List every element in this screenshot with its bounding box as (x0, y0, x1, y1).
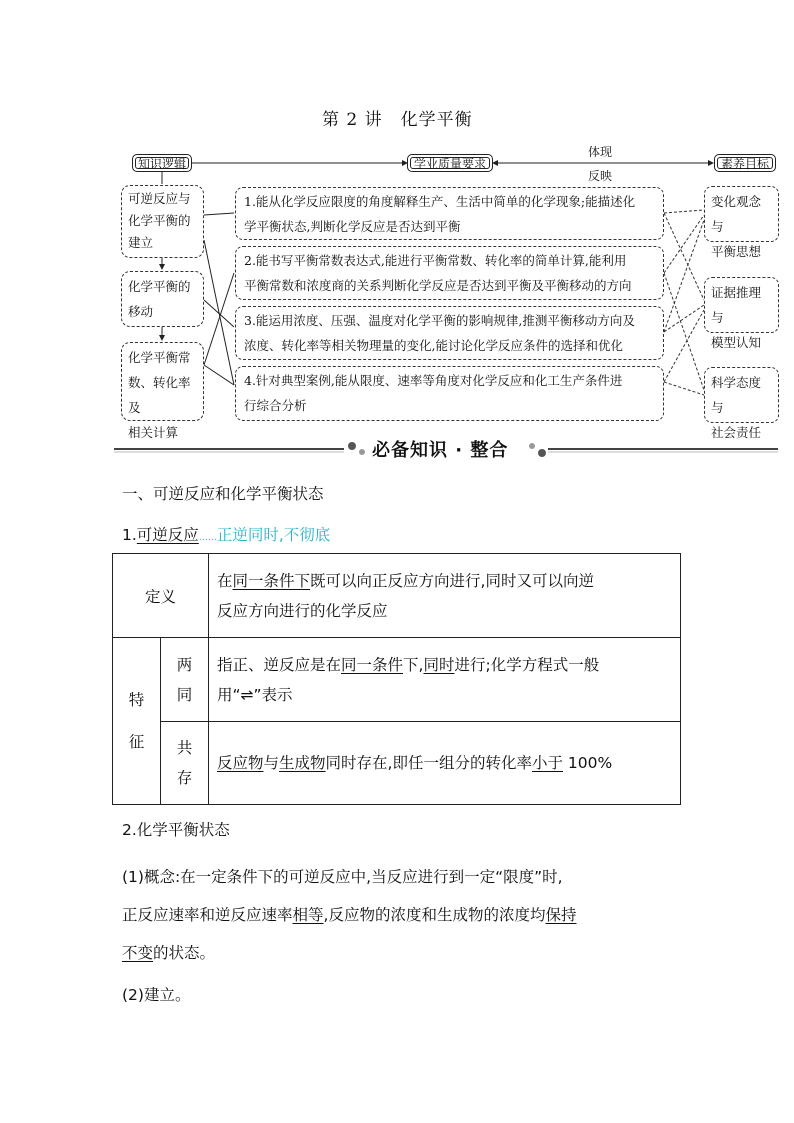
arrow-label-top: 体现 (588, 145, 613, 159)
page-title: 第 2 讲 化学平衡 (322, 110, 473, 130)
item-3: (2)建立。 (122, 986, 191, 1004)
literacy-box-3: 科学态度与 社会责任 (704, 367, 779, 423)
logic-box-3: 化学平衡常 数、转化率及 相关计算 (121, 342, 204, 421)
section-heading: 一、可逆反应和化学平衡状态 (122, 485, 324, 503)
logic-header: 知识逻辑 (132, 154, 192, 172)
section-banner: 必备知识 · 整合 (372, 440, 509, 461)
feature-label: 特 征 (113, 638, 161, 805)
definition-text: 在同一条件下既可以向正反应方向进行,同时又可以向逆 反应方向进行的化学反应 (209, 554, 681, 638)
literacy-header: 素养目标 (714, 154, 776, 172)
requirement-header: 学业质量要求 (407, 154, 493, 172)
requirement-2: 2.能书写平衡常数表达式,能进行平衡常数、转化率的简单计算,能利用 平衡常数和浓度商的关系判断化学反应是否达到平衡及平衡移动的方向 (235, 246, 664, 300)
item-2: 2.化学平衡状态 (122, 821, 230, 839)
requirement-1: 1.能从化学反应限度的角度解释生产、生活中简单的化学现象;能描述化 学平衡状态,判断化学反应是否达到平衡 (235, 187, 664, 240)
concept-paragraph: (1)概念:在一定条件下的可逆反应中,当反应进行到一定“限度”时, 正反应速率和逆反应速率相等,反应物的浓度和生成物的浓度均保持 不变的状态。 (122, 868, 577, 962)
item-1: 1.可逆反应……正逆同时,不彻底 (122, 526, 331, 544)
coexist-label: 共 存 (161, 722, 209, 805)
literacy-box-1: 变化观念与 平衡思想 (704, 186, 779, 242)
two-same-label: 两 同 (161, 638, 209, 722)
coexist-text: 反应物与生成物同时存在,即任一组分的转化率小于 100% (209, 722, 681, 805)
definition-label: 定义 (113, 554, 209, 638)
literacy-box-2: 证据推理与 模型认知 (704, 277, 779, 333)
logic-box-1: 可逆反应与 化学平衡的 建立 (121, 185, 204, 258)
two-same-text: 指正、逆反应是在同一条件下,同时进行;化学方程式一般 用“⇌”表示 (209, 638, 681, 722)
requirement-3: 3.能运用浓度、压强、温度对化学平衡的影响规律,推测平衡移动方向及 浓度、转化率等相关物理量的变化,能讨论化学反应条件的选择和优化 (235, 306, 664, 360)
requirement-4: 4.针对典型案例,能从限度、速率等角度对化学反应和化工生产条件进 行综合分析 (235, 366, 664, 421)
arrow-label-bottom: 反映 (588, 169, 613, 183)
reversible-reaction-table (112, 553, 681, 805)
logic-box-2: 化学平衡的 移动 (121, 271, 204, 327)
